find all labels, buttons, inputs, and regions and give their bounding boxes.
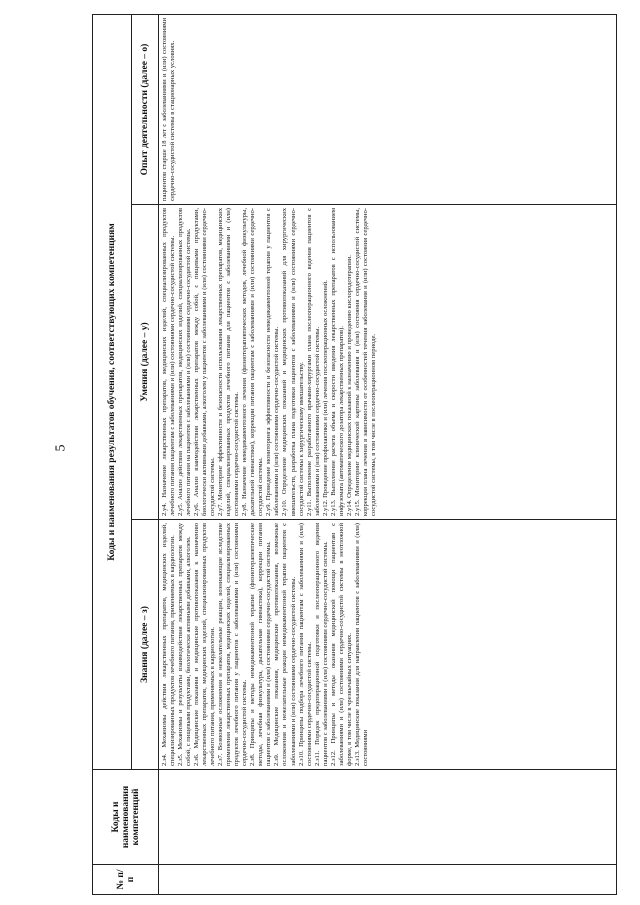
header-skills: Умения (далее – у) <box>132 205 159 520</box>
cell-codes <box>159 770 617 865</box>
competency-table-rotated <box>92 15 617 895</box>
header-experience: Опыт деятельности (далее – о) <box>132 15 159 205</box>
header-codes: Коды и наименования компетенций <box>93 770 159 865</box>
table-row <box>159 15 617 895</box>
cell-skills: 2.у4. Назначение лекарственных препаратов, медицинских изделий, специализированных продуктов лечебного питания пациентам с заболеваниями и (или) состояниями сердечно-сосудистой системы. 2.у5. Анализ действия лекарственных препаратов, медицинских изделий, специализированных продуктов лечебного питания на пациентов с заболеваниями и (или) состояниями сердечно-сосудистой системы. 2.у6. Анализ взаимодействия лекарственных препаратов между собой, с пищевыми продуктами, биологически активными добавками, алкоголем у пациентов с заболеваниями и (или) состояниями сердечно-сосудистой системы. 2.у7. Мониторинг эффективности и безопасности использования лекарственных препаратов, медицинских изделий, специализированных продуктов лечебного питания для пациентов с заболеваниями и (или) состояниями сердечно-сосудистой системы. 2.у8. Назначение немедикаментозного лечения (физиотерапевтических методов, лечебной физкультуры, дыхательной гимнастики), коррекции питания пациентам с заболеваниями и (или) состояниями сердечно-сосудистой системы. 2.у9. Проведение мониторинга эффективности и безопасности немедикаментозной терапии у пациентов с заболеваниями и (или) состояниями сердечно-сосудистой системы. 2.у10. Определение медицинских показаний и медицинских противопоказаний для хирургических вмешательств, разработка плана подготовки пациентов с заболеваниями и (или) состояниями сердечно-сосудистой системы к хирургическому вмешательству. 2.у11. Выполнение разработанного врачами-хирургами плана послеоперационного ведения пациентов с заболеваниями и (или) состояниями сердечно-сосудистой системы. 2.у12. Проведение профилактики и (или) лечения послеоперационных осложнений. 2.у13. Выполнение расчета объема и скорости введения лекарственных препаратов с использованием инфузомата (автоматического дозатора лекарственных препаратов). 2.у14. Определение медицинских показаний к назначению и проведению кислородотерапии. 2.у15. Мониторинг клинической картины заболевания и (или) состояния сердечно-сосудистой системы, коррекция плана лечения в зависимости от особенностей течения заболевания и (или) состояния сердечно-сосудистой системы, в том числе в послеоперационном периоде. <box>159 205 617 520</box>
cell-experience: пациентов старше 18 лет с заболеваниями и (или) состояниями сердечно-сосудистой системы в стационарных условиях. <box>159 15 617 205</box>
header-knowledge: Знания (далее – з) <box>132 520 159 770</box>
header-num: № п/п <box>93 865 159 895</box>
cell-num <box>159 865 617 895</box>
header-results: Коды и наименования результатов обучения, соответствующих компетенциям <box>93 15 132 770</box>
cell-knowledge: 2.з4. Механизмы действия лекарственных препаратов, медицинских изделий, специализированных продуктов лечебного питания, применяемых в кардиологии. 2.з5. Механизмы и результаты взаимодействия лекарственных препаратов между собой, с пищевыми продуктами, биологически активными добавками, алкоголем. 2.з6. Медицинские показания и медицинские противопоказания к назначению лекарственных препаратов, медицинских изделий, специализированных продуктов лечебного питания, применяемых в кардиологии. 2.з7. Возможные осложнения и нежелательные реакции, возникающие вследствие применения лекарственных препаратов, медицинских изделий, специализированных продуктов лечебного питания у пациентов с заболеваниями и (или) состояниями сердечно-сосудистой системы. 2.з8. Принципы и методы немедикаментозной терапии (физиотерапевтические методы, лечебная физкультура, дыхательная гимнастика), коррекции питания пациентов с заболеваниями и (или) состояниями сердечно-сосудистой системы. 2.з9. Медицинские показания, медицинские противопоказания, возможные осложнения и нежелательные реакции немедикаментозной терапии пациентов с заболеваниями и (или) состояниями сердечно-сосудистой системы. 2.з10. Принципы подбора лечебного питания пациентам с заболеваниями и (или) состояниями сердечно-сосудистой системы. 2.з11. Порядок предоперационной подготовки и послеоперационного ведения пациентов с заболеваниями и (или) состояниями сердечно-сосудистой системы. 2.з12. Принципы и методы оказания медицинской помощи пациентам с заболеваниями и (или) состояниями сердечно-сосудистой системы в неотложной форме, в том числе в чрезвычайных ситуациях. 2.з13. Медицинские показания для направления пациентов с заболеваниями и (или) состояниями <box>159 520 617 770</box>
page-number: 5 <box>53 444 69 452</box>
competency-table <box>92 14 617 895</box>
